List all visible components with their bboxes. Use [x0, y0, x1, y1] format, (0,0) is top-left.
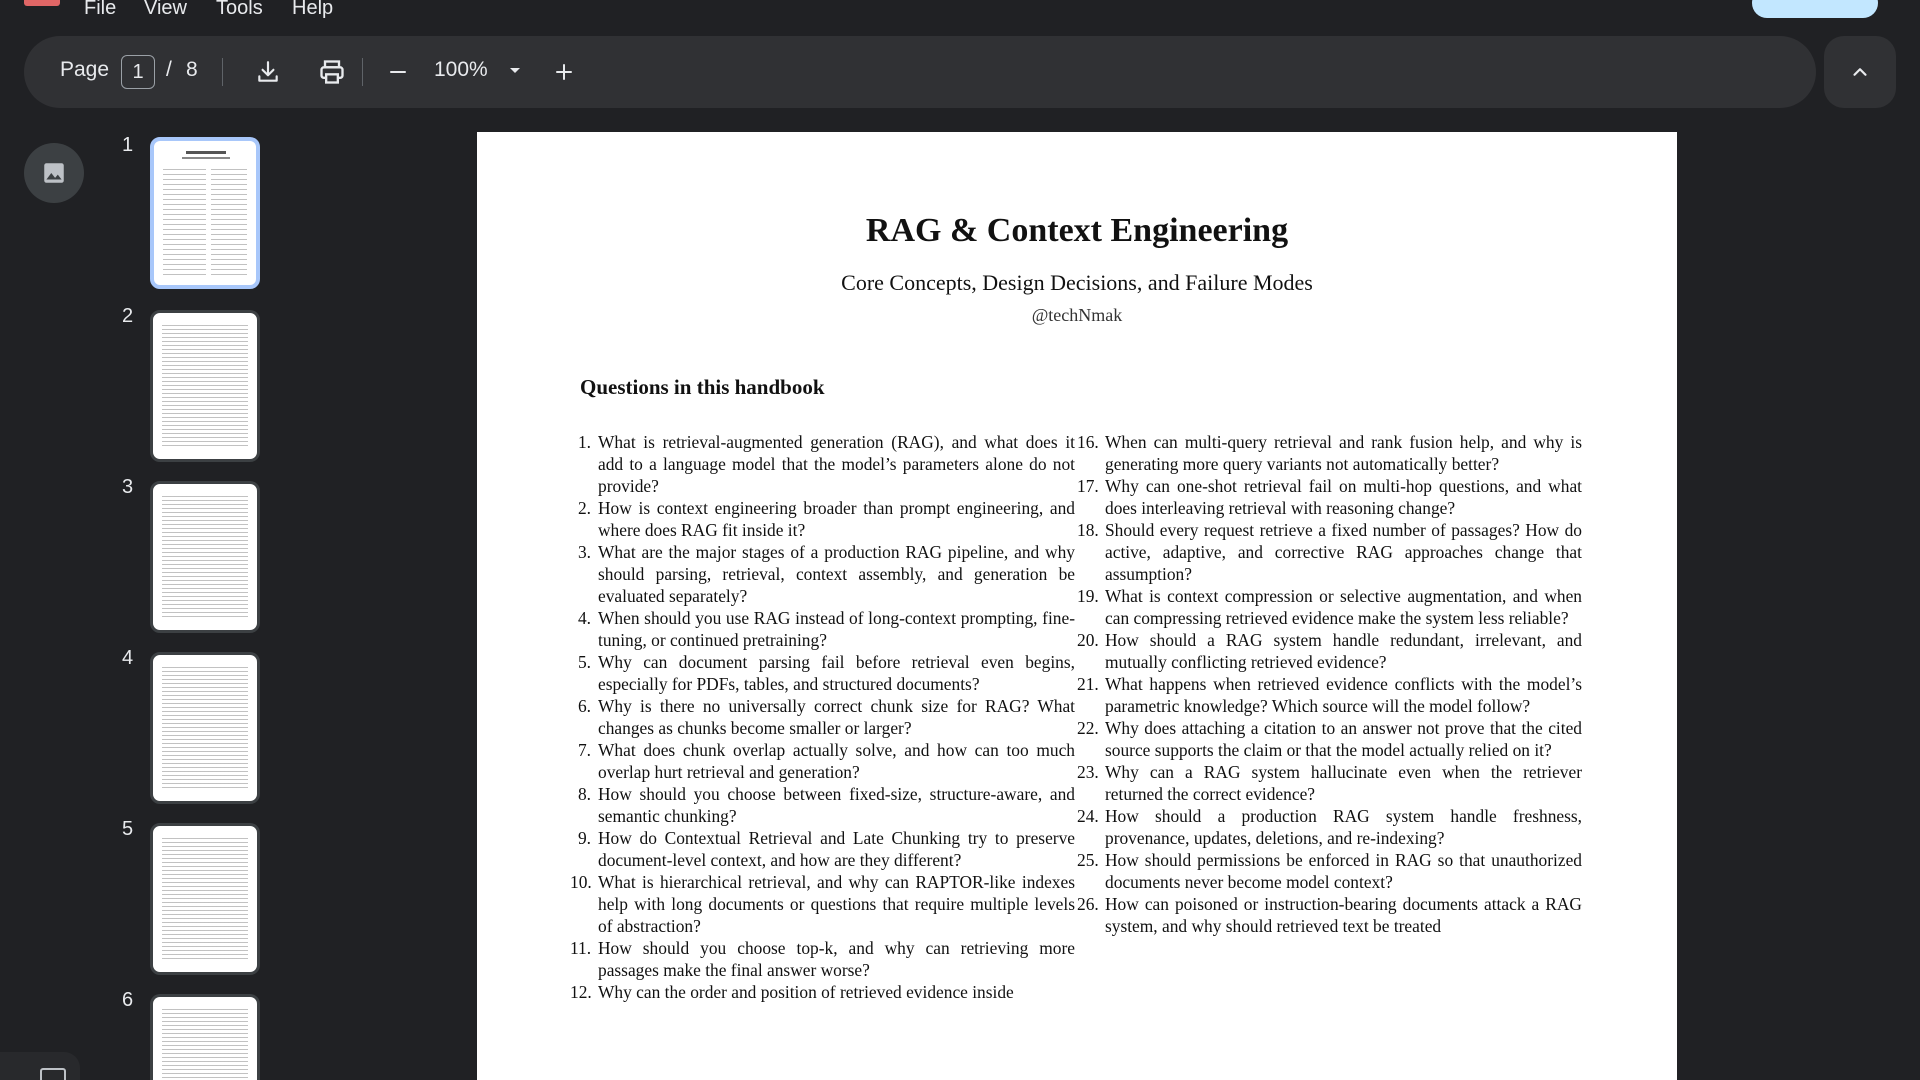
question-text: Why can one-shot retrieval fail on multi-hop questions, and what does interleaving retrieval with reasoning change? — [1105, 476, 1582, 518]
question-text: Why can a RAG system hallucinate even when the retriever returned the correct evidence? — [1105, 762, 1582, 804]
question-item — [570, 695, 1075, 739]
question-number: 6. — [577, 696, 591, 716]
question-number: 18. — [1077, 520, 1099, 540]
caret-down-icon — [508, 66, 522, 76]
minus-icon — [386, 60, 410, 84]
image-button[interactable] — [24, 143, 84, 203]
question-item — [570, 651, 1075, 695]
question-text: What does chunk overlap actually solve, and how can too much overlap hurt retrieval and generation? — [598, 740, 1075, 782]
question-item — [1077, 519, 1582, 585]
zoom-dropdown-button[interactable] — [500, 56, 530, 86]
question-item — [570, 497, 1075, 541]
question-text: How is context engineering broader than prompt engineering, and where does RAG fit inside it? — [598, 498, 1075, 540]
thumbnail-number: 3 — [122, 476, 134, 498]
question-text: How should a RAG system handle redundant, irrelevant, and mutually conflicting retrieved evidence? — [1105, 630, 1582, 672]
question-text: What happens when retrieved evidence conflicts with the model’s parametric knowledge? Which source will the model follow? — [1105, 674, 1582, 716]
image-icon — [41, 160, 67, 186]
question-number: 22. — [1077, 718, 1099, 738]
menu-help[interactable]: Help — [292, 0, 334, 19]
question-number: 7. — [577, 740, 591, 760]
menu-view[interactable]: View — [144, 0, 187, 19]
toolbar-divider — [222, 58, 223, 86]
question-number: 23. — [1077, 762, 1099, 782]
questions-column-right — [1077, 431, 1582, 937]
question-item — [1077, 585, 1582, 629]
zoom-in-button[interactable] — [542, 50, 586, 94]
toolbar-divider — [362, 58, 363, 86]
question-item — [570, 981, 1075, 1003]
question-text: Why can document parsing fail before retrieval even begins, especially for PDFs, tables, and structured documents? — [598, 652, 1075, 694]
question-item — [570, 431, 1075, 497]
pdf-toolbar — [24, 36, 1816, 108]
question-item — [570, 937, 1075, 981]
thumbnail-number: 4 — [122, 647, 134, 669]
question-text: What is context compression or selective augmentation, and when can compressing retrieved evidence make the system less reliable? — [1105, 586, 1582, 628]
document-page — [477, 132, 1677, 1080]
question-number: 12. — [570, 982, 592, 1002]
page-thumbnail-6[interactable] — [150, 994, 260, 1080]
section-heading: Questions in this handbook — [580, 375, 825, 399]
thumbnail-number: 1 — [122, 134, 134, 156]
question-number: 16. — [1077, 432, 1099, 452]
question-number: 24. — [1077, 806, 1099, 826]
question-number: 11. — [570, 938, 592, 958]
zoom-level[interactable]: 100% — [434, 58, 488, 81]
question-item — [570, 783, 1075, 827]
document-title: RAG & Context Engineering — [865, 212, 1289, 249]
question-text: What is hierarchical retrieval, and why can RAPTOR-like indexes help with long documents or questions that require multiple levels of abstraction? — [598, 872, 1075, 936]
page-number-input[interactable] — [121, 55, 155, 89]
thumbnail-number: 5 — [122, 818, 134, 840]
question-item — [1077, 849, 1582, 893]
question-number: 19. — [1077, 586, 1099, 606]
download-button[interactable] — [246, 50, 290, 94]
question-number: 5. — [577, 652, 591, 672]
page-thumbnail-4[interactable] — [150, 652, 260, 804]
document-subtitle: Core Concepts, Design Decisions, and Failure Modes — [841, 270, 1313, 295]
document-author: @techNmak — [1031, 305, 1123, 325]
print-button[interactable] — [310, 50, 354, 94]
plus-icon — [552, 60, 576, 84]
page-thumbnail-2[interactable] — [150, 310, 260, 462]
question-number: 9. — [577, 828, 591, 848]
question-number: 17. — [1077, 476, 1099, 496]
question-number: 1. — [577, 432, 591, 452]
question-item — [1077, 475, 1582, 519]
question-text: How should permissions be enforced in RAG so that unauthorized documents never become model context? — [1105, 850, 1582, 892]
question-text: When should you use RAG instead of long-context prompting, fine-tuning, or continued pretraining? — [598, 608, 1075, 650]
page-total: 8 — [186, 58, 198, 81]
question-item — [1077, 629, 1582, 673]
question-text: How do Contextual Retrieval and Late Chunking try to preserve document-level context, and how are they different? — [598, 828, 1075, 870]
page-thumbnail-1[interactable] — [150, 137, 260, 289]
print-icon — [318, 58, 346, 86]
question-item — [570, 827, 1075, 871]
question-number: 21. — [1077, 674, 1099, 694]
question-number: 2. — [577, 498, 591, 518]
question-item — [1077, 431, 1582, 475]
question-number: 8. — [577, 784, 591, 804]
chevron-up-icon — [1849, 61, 1871, 83]
question-text: How should you choose top-k, and why can retrieving more passages make the final answer worse? — [598, 938, 1075, 980]
question-item — [570, 739, 1075, 783]
question-item — [1077, 717, 1582, 761]
question-item — [570, 871, 1075, 937]
thumbnail-number: 6 — [122, 989, 134, 1011]
menu-file[interactable]: File — [84, 0, 117, 19]
page-label: Page — [60, 58, 110, 81]
question-number: 3. — [577, 542, 591, 562]
question-item — [1077, 805, 1582, 849]
question-item — [570, 607, 1075, 651]
question-number: 25. — [1077, 850, 1099, 870]
collapse-toolbar-button[interactable] — [1824, 36, 1896, 108]
app-logo — [24, 0, 60, 6]
question-text: When can multi-query retrieval and rank fusion help, and why is generating more query variants not automatically better? — [1105, 432, 1582, 474]
zoom-out-button[interactable] — [376, 50, 420, 94]
question-text: What is retrieval-augmented generation (RAG), and what does it add to a language model that the model’s parameters alone do not provide? — [598, 432, 1075, 496]
question-number: 20. — [1077, 630, 1099, 650]
menubar — [0, 0, 1920, 28]
question-number: 4. — [577, 608, 591, 628]
sidebar-toggle-icon — [40, 1068, 66, 1080]
question-text: Should every request retrieve a fixed number of passages? How do active, adaptive, and corrective RAG approaches change that assumption? — [1105, 520, 1582, 584]
top-right-action-button[interactable] — [1752, 0, 1878, 18]
question-text: Why is there no universally correct chunk size for RAG? What changes as chunks become smaller or larger? — [598, 696, 1075, 738]
question-text: How should a production RAG system handle freshness, provenance, updates, deletions, and re-indexing? — [1105, 806, 1582, 848]
thumbnail-number: 2 — [122, 305, 134, 327]
question-item — [1077, 893, 1582, 937]
question-number: 26. — [1077, 894, 1099, 914]
question-text: How can poisoned or instruction-bearing documents attack a RAG system, and why should retrieved text be treated — [1105, 894, 1582, 936]
download-icon — [255, 59, 281, 85]
question-text: What are the major stages of a production RAG pipeline, and why should parsing, retrieval, context assembly, and generation be evaluated separately? — [598, 542, 1075, 606]
question-text: Why does attaching a citation to an answer not prove that the cited source supports the claim or that the model actually relied on it? — [1105, 718, 1582, 760]
page-thumbnail-3[interactable] — [150, 481, 260, 633]
page-separator: / — [166, 58, 172, 81]
questions-column-left — [570, 431, 1075, 1003]
question-text: Why can the order and position of retrieved evidence inside — [598, 982, 1014, 1002]
question-text: How should you choose between fixed-size, structure-aware, and semantic chunking? — [598, 784, 1075, 826]
page-thumbnail-5[interactable] — [150, 823, 260, 975]
question-item — [1077, 761, 1582, 805]
question-item — [570, 541, 1075, 607]
menu-tools[interactable]: Tools — [216, 0, 263, 19]
question-item — [1077, 673, 1582, 717]
question-number: 10. — [570, 872, 592, 892]
